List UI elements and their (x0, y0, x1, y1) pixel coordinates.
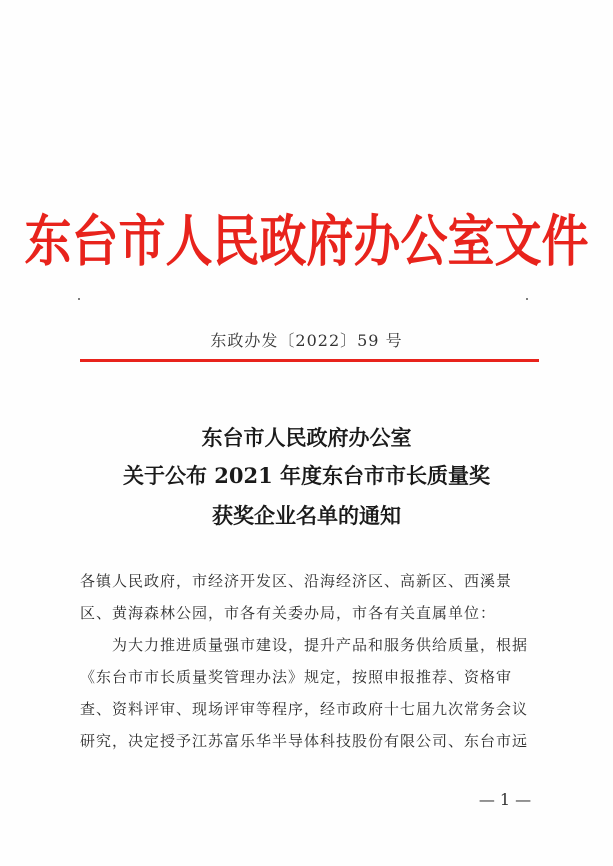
page-number: — 1 — (478, 790, 532, 809)
body-text-line: 研究，决定授予江苏富乐华半导体科技股份有限公司、东台市远 (80, 732, 529, 750)
notice-title-line-3: 获奖企业名单的通知 (212, 503, 401, 528)
body-text-line: 各镇人民政府，市经济开发区、沿海经济区、高新区、西溪景 (80, 572, 513, 590)
scan-speck (78, 298, 80, 300)
body-text-line: 《东台市市长质量奖管理办法》规定，按照申报推荐、资格审 (80, 668, 513, 686)
document-number: 东政办发〔2022〕59 号 (210, 331, 403, 350)
body-text-line: 查、资料评审、现场评审等程序，经市政府十七届九次常务会议 (80, 700, 529, 718)
body-text-line: 区、黄海森林公园，市各有关委办局，市各有关直属单位： (80, 604, 497, 622)
body-text-line: 为大力推进质量强市建设，提升产品和服务供给质量，根据 (112, 636, 529, 654)
notice-title-line-2: 关于公布 2021 年度东台市市长质量奖 (122, 463, 491, 488)
scan-speck (526, 298, 528, 300)
document-header-title: 东台市人民政府办公室文件 (24, 209, 589, 275)
red-divider-line (80, 359, 539, 362)
notice-title-line-1: 东台市人民政府办公室 (201, 425, 412, 450)
